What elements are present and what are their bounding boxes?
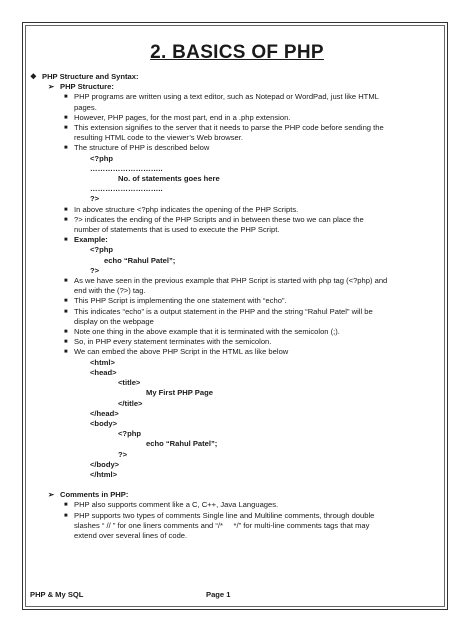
code-line (30, 266, 450, 276)
page-title: 2. BASICS OF PHP (150, 42, 324, 63)
square-bullet-icon: ■ (64, 145, 68, 152)
code-line (30, 256, 450, 266)
code-text: </body> (90, 459, 120, 469)
bullet-item (30, 307, 450, 327)
code-text: ?> (118, 449, 128, 459)
code-line (30, 245, 450, 255)
bullet-item (30, 113, 450, 123)
code-text: My First PHP Page (146, 388, 213, 398)
code-text: </html> (90, 469, 118, 479)
code-line (30, 154, 450, 164)
square-bullet-icon: ■ (64, 349, 68, 356)
bullet-item (30, 296, 450, 306)
square-bullet-icon: ■ (64, 278, 68, 285)
square-bullet-icon: ■ (64, 502, 68, 509)
code-text: </title> (118, 398, 143, 408)
item-text: In above structure <?php indicates the opening of the PHP Scripts. (74, 204, 299, 214)
item-text: This indicates “echo” is a output statement in the PHP and the string “Rahul Patel” will be display on the webpage (74, 306, 373, 326)
code-text: echo “Rahul Patel”; (104, 255, 176, 265)
square-bullet-icon: ■ (64, 206, 68, 213)
square-bullet-icon: ■ (64, 237, 68, 244)
code-text: No. of statements goes here (118, 174, 220, 184)
code-line (30, 409, 450, 419)
code-text: echo “Rahul Patel”; (146, 439, 218, 449)
subsection-heading (30, 82, 450, 92)
bullet-item (30, 235, 450, 245)
item-text: Comments in PHP: (60, 490, 129, 500)
code-text: </head> (90, 408, 119, 418)
bullet-item (30, 337, 450, 347)
item-text: However, PHP pages, for the most part, end in a .php extension. (74, 112, 291, 122)
document-body (30, 72, 450, 541)
item-text: PHP also supports comment like a C, C++, Java Languages. (74, 500, 279, 510)
item-text: This extension signifies to the server that it needs to parse the PHP code before sending the resulting HTML code to the viewer’s Web browser. (74, 123, 384, 143)
item-text: This PHP Script is implementing the one statement with “echo”. (74, 296, 287, 306)
item-text: Example: (74, 235, 108, 245)
item-text: As we have seen in the previous example that PHP Script is started with php tag (<?php) and end with the (?>) tag. (74, 276, 388, 296)
code-text: ?> (90, 265, 100, 275)
square-bullet-icon: ■ (64, 339, 68, 346)
code-line (30, 439, 450, 449)
item-text: PHP Structure: (60, 82, 114, 92)
bullet-item (30, 143, 450, 153)
code-text: ……………………….. (90, 184, 163, 194)
item-text: ?> indicates the ending of the PHP Scripts and in between these two we can place the number of statements that is used to execute the PHP Script. (74, 214, 364, 235)
bullet-item (30, 205, 450, 215)
code-line (30, 388, 450, 398)
code-line (30, 378, 450, 388)
code-text: <?php (90, 245, 113, 255)
square-bullet-icon: ■ (64, 114, 68, 121)
code-text: ……………………….. (90, 163, 163, 173)
code-text: <?php (90, 153, 113, 163)
code-text: <head> (90, 367, 117, 377)
code-text: <body> (90, 418, 118, 428)
square-bullet-icon: ■ (64, 298, 68, 305)
code-line (30, 368, 450, 378)
footer-page-number: Page 1 (206, 590, 231, 599)
bullet-item (30, 215, 450, 235)
bullet-item (30, 347, 450, 357)
code-line (30, 419, 450, 429)
square-bullet-icon: ■ (64, 94, 68, 101)
square-bullet-icon: ■ (64, 329, 68, 336)
code-line (30, 174, 450, 184)
square-bullet-icon: ■ (64, 308, 68, 315)
bullet-item (30, 327, 450, 337)
code-line (30, 450, 450, 460)
code-line (30, 358, 450, 368)
code-line (30, 164, 450, 174)
arrow-bullet-icon: ➢ (48, 490, 55, 500)
bullet-item (30, 276, 450, 296)
bullet-item (30, 500, 450, 510)
code-line (30, 470, 450, 480)
code-line (30, 184, 450, 194)
code-line (30, 460, 450, 470)
code-line (30, 429, 450, 439)
code-line (30, 194, 450, 204)
square-bullet-icon: ■ (64, 512, 68, 519)
code-line (30, 399, 450, 409)
bullet-item (30, 92, 450, 112)
bullet-item (30, 511, 450, 542)
item-text: PHP programs are written using a text editor, such as Notepad or WordPad, just like HTML pages. (74, 92, 379, 112)
code-text: <?php (118, 429, 141, 439)
code-text: ?> (90, 194, 100, 204)
section-spacer (30, 480, 450, 490)
code-text: <title> (118, 378, 141, 388)
arrow-bullet-icon: ➢ (48, 82, 55, 92)
subsection-heading (30, 490, 450, 500)
section-heading (30, 72, 450, 82)
item-text: The structure of PHP is described below (74, 143, 210, 153)
item-text: PHP supports two types of comments Single line and Multiline comments, through double slashes “ // ” for one liners comments and “/* */” for multi-line comments tags that may extend over several lines of code. (74, 510, 375, 540)
footer-left: PHP & My SQL (30, 590, 84, 599)
item-text: PHP Structure and Syntax: (42, 72, 139, 81)
item-text: So, in PHP every statement terminates with the semicolon. (74, 337, 272, 347)
square-bullet-icon: ■ (64, 125, 68, 132)
diamond-bullet-icon: ❖ (30, 72, 37, 81)
item-text: Note one thing in the above example that it is terminated with the semicolon (;). (74, 327, 340, 337)
bullet-item (30, 123, 450, 143)
square-bullet-icon: ■ (64, 216, 68, 223)
code-text: <html> (90, 357, 115, 367)
item-text: We can embed the above PHP Script in the HTML as like below (74, 347, 289, 357)
